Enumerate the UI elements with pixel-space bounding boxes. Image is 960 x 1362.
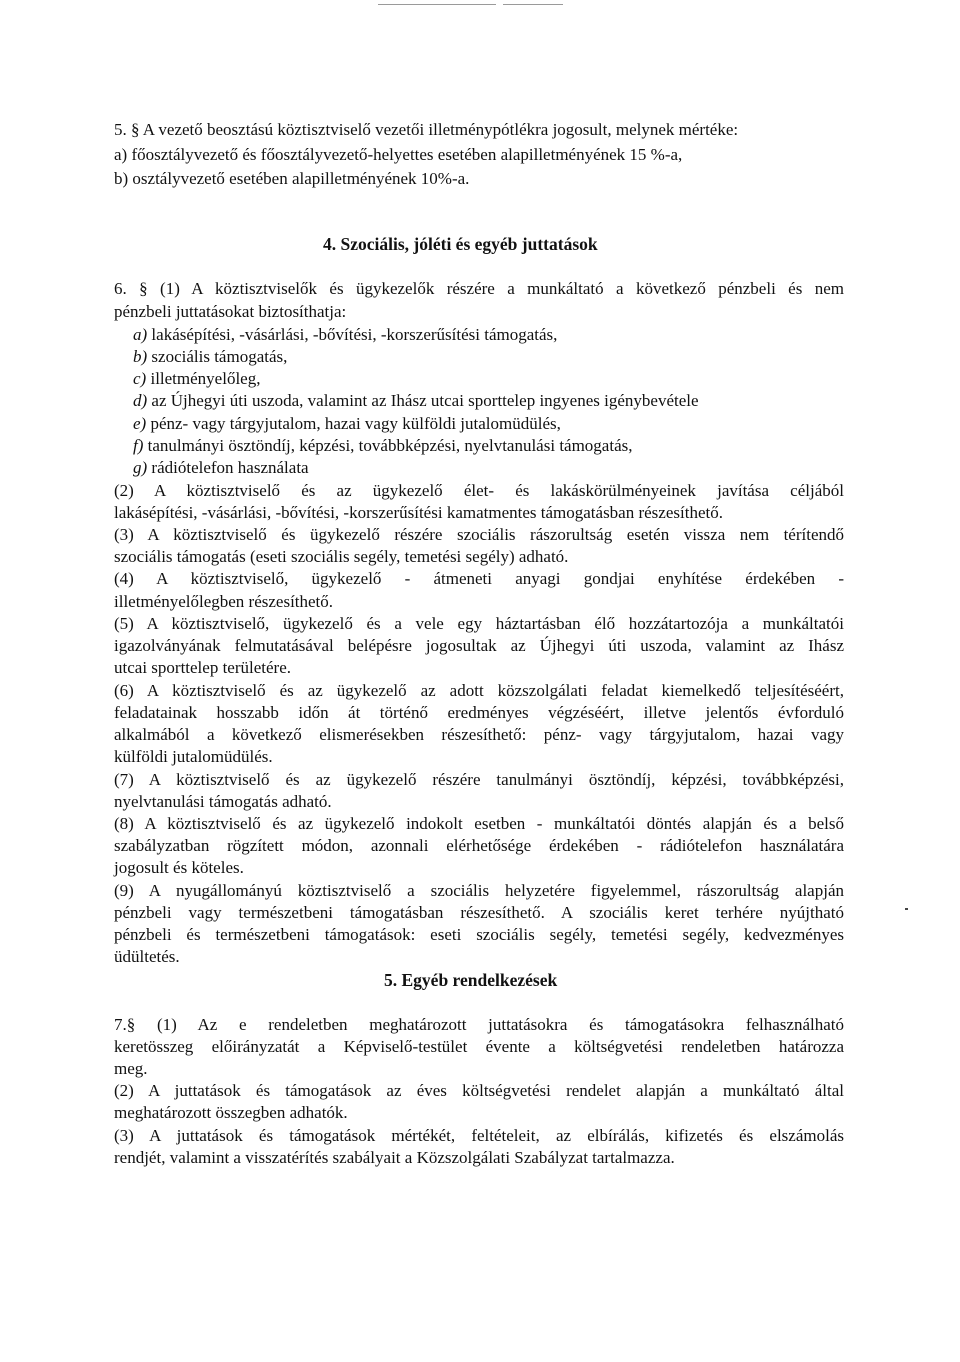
heading-section-5: 5. Egyéb rendelkezések <box>384 970 558 990</box>
list-label: d) <box>133 391 148 410</box>
s6-p5-line-2: igazolványának felmutatásával belépésre jogosultak az Újhegyi úti uszoda, valamint az Ihász <box>114 636 844 655</box>
list-item <box>133 390 833 412</box>
s7-p1-line-2: keretösszeg előirányzatát a Képviselő-testület évente a költségvetési rendeletben határozza <box>114 1037 844 1056</box>
scan-speck <box>905 908 908 910</box>
list-item <box>133 346 833 368</box>
s6-p1-line-1: 6. § (1) A köztisztviselők és ügykezelők részére a munkáltató a következő pénzbeli és nem <box>114 279 844 298</box>
list-label: c) <box>133 369 147 388</box>
list-item <box>133 324 833 346</box>
s6-p6-line-1: (6) A köztisztviselő és az ügykezelő az adott közszolgálati feladat kiemelkedő teljesítéséért, <box>114 681 844 700</box>
s6-p3-line-1: (3) A köztisztviselő és ügykezelő részére szociális rászorultság esetén vissza nem térítendő <box>114 525 844 544</box>
heading-section-4: 4. Szociális, jóléti és egyéb juttatások <box>323 234 598 254</box>
s5-line-1: 5. § A vezető beosztású köztisztviselő vezetői illetménypótlékra jogosult, melynek mértéke: <box>114 120 739 139</box>
list-item <box>133 368 833 390</box>
s7-p2-line-2: meghatározott összegben adhatók. <box>114 1103 348 1122</box>
list-item <box>133 435 833 457</box>
list-label: f) <box>133 436 144 455</box>
s6-p6-line-2: feladatainak hosszabb időn át történő eredményes végzéséért, illetve jelentős évforduló <box>114 703 844 722</box>
list-text: illetményelőleg, <box>150 369 261 388</box>
s5-item-a: a) főosztályvezető és főosztályvezető-helyettes esetében alapilletményének 15 %-a, <box>114 145 683 164</box>
s6-p9-line-3: pénzbeli és természetbeni támogatások: eseti szociális segély, temetési segély, kedvezményes <box>114 925 844 944</box>
s5-item-b: b) osztályvezető esetében alapilletményének 10%-a. <box>114 169 470 188</box>
list-text: lakásépítési, -vásárlási, -bővítési, -korszerűsítési támogatás, <box>151 325 558 344</box>
s6-p6-line-3: alkalmából a következő elismerésekben részesíthető: pénz- vagy tárgyjutalom, hazai vagy <box>114 725 844 744</box>
s6-p9-line-1: (9) A nyugállományú köztisztviselő a szociális helyzetére figyelemmel, rászorultság alapján <box>114 881 844 900</box>
s6-p2-line-2: lakásépítési, -vásárlási, -bővítési, -korszerűsítési kamatmentes támogatásban részesíthető. <box>114 503 723 522</box>
list-text: az Újhegyi úti uszoda, valamint az Ihász utcai sporttelep ingyenes igénybevétele <box>151 391 699 410</box>
s6-p2-line-1: (2) A köztisztviselő és az ügykezelő élet- és lakáskörülményeinek javítása céljából <box>114 481 844 500</box>
list-label: a) <box>133 325 148 344</box>
s7-p1-line-1: 7.§ (1) Az e rendeletben meghatározott juttatásokra és támogatásokra felhasználható <box>114 1015 844 1034</box>
s6-p4-line-2: illetményelőlegben részesíthető. <box>114 592 334 611</box>
s7-p1-line-3: meg. <box>114 1059 148 1078</box>
s7-p3-line-1: (3) A juttatások és támogatások mértékét, feltételeit, az elbírálás, kifizetés és elszámolás <box>114 1126 844 1145</box>
list-label: e) <box>133 414 147 433</box>
s6-p9-line-4: üdültetés. <box>114 947 180 966</box>
list-item <box>133 457 833 479</box>
s6-p3-line-2: szociális támogatás (eseti szociális segély, temetési segély) adható. <box>114 547 569 566</box>
s6-p7-line-2: nyelvtanulási támogatás adható. <box>114 792 332 811</box>
s6-p8-line-1: (8) A köztisztviselő és az ügykezelő indokolt esetben - munkáltatói döntés alapján és a belső <box>114 814 844 833</box>
scan-edge-line <box>503 4 563 5</box>
s6-p5-line-1: (5) A köztisztviselő, ügykezelő és a vele egy háztartásban élő hozzátartozója a munkáltatói <box>114 614 844 633</box>
list-label: b) <box>133 347 148 366</box>
list-text: pénz- vagy tárgyjutalom, hazai vagy külföldi jutalomüdülés, <box>150 414 561 433</box>
s6-p4-line-1: (4) A köztisztviselő, ügykezelő - átmeneti anyagi gondjai enyhítése érdekében - <box>114 569 844 588</box>
list-item <box>133 413 833 435</box>
s6-p8-line-2: szabályzatban rögzített módon, azonnali elérhetősége érdekében - rádiótelefon használatára <box>114 836 844 855</box>
s6-p6-line-4: külföldi jutalomüdülés. <box>114 747 273 766</box>
s6-p9-line-2: pénzbeli vagy természetbeni támogatásban részesíthető. A szociális keret terhére nyújtható <box>114 903 844 922</box>
s7-p2-line-1: (2) A juttatások és támogatások az éves költségvetési rendelet alapján a munkáltató által <box>114 1081 844 1100</box>
s6-p1-line-2: pénzbeli juttatásokat biztosíthatja: <box>114 302 347 321</box>
list-text: tanulmányi ösztöndíj, képzési, továbbképzési, nyelvtanulási támogatás, <box>147 436 633 455</box>
list-label: g) <box>133 458 148 477</box>
s6-p5-line-3: utcai sporttelep területére. <box>114 658 291 677</box>
list-text: szociális támogatás, <box>151 347 288 366</box>
list-text: rádiótelefon használata <box>151 458 309 477</box>
s7-p3-line-2: rendjét, valamint a visszatérítés szabályait a Közszolgálati Szabályzat tartalmazza. <box>114 1148 675 1167</box>
s6-p8-line-3: jogosult és köteles. <box>114 858 244 877</box>
s6-p7-line-1: (7) A köztisztviselő és az ügykezelő részére tanulmányi ösztöndíj, képzési, továbbképzési, <box>114 770 844 789</box>
scan-edge-line <box>378 4 496 5</box>
